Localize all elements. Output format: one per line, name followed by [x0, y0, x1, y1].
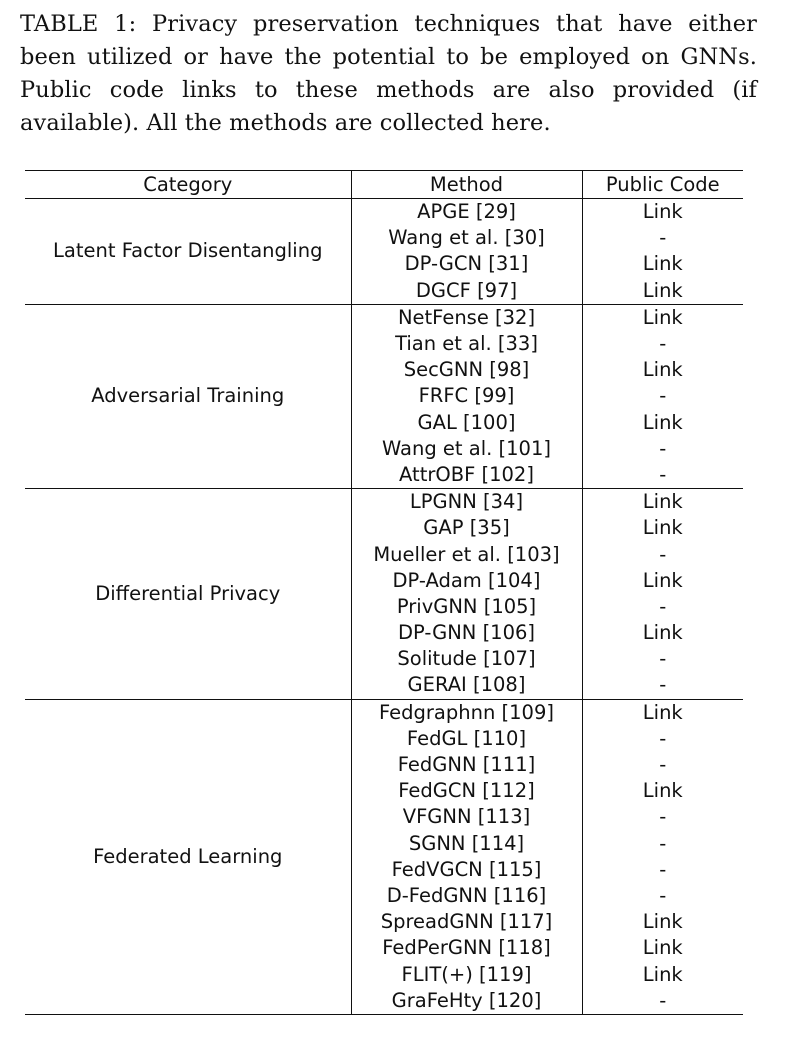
method-cell: D-FedGNN [116] — [351, 883, 582, 909]
table-row — [25, 199, 743, 226]
public-code-cell: - — [659, 753, 667, 777]
method-cell: SGNN [114] — [351, 831, 582, 857]
method-cell: DP-Adam [104] — [351, 568, 582, 594]
public-code-cell: Link — [642, 410, 683, 434]
method-cell: SecGNN [98] — [351, 357, 582, 383]
method-cell: GraFeHty [120] — [351, 988, 582, 1015]
table-body — [25, 199, 743, 1015]
category-cell: Differential Privacy — [25, 489, 351, 700]
method-cell: FedPerGNN [118] — [351, 935, 582, 961]
public-code-cell: - — [659, 384, 667, 408]
public-code-cell: - — [659, 673, 667, 697]
public-code-cell: - — [659, 831, 667, 855]
privacy-techniques-table — [25, 170, 743, 1015]
public-code-cell: Link — [642, 779, 683, 803]
method-cell: DP-GCN [31] — [351, 251, 582, 277]
method-cell: AttrOBF [102] — [351, 462, 582, 489]
method-cell: VFGNN [113] — [351, 804, 582, 830]
public-code-cell: Link — [642, 358, 683, 382]
category-cell: Federated Learning — [25, 699, 351, 1014]
public-code-cell: - — [659, 226, 667, 250]
public-code-cell: - — [659, 462, 667, 486]
method-cell: FRFC [99] — [351, 383, 582, 409]
method-cell: Tian et al. [33] — [351, 331, 582, 357]
table-row — [25, 489, 743, 516]
public-code-cell: Link — [642, 621, 683, 645]
method-cell: GERAI [108] — [351, 672, 582, 699]
public-code-cell: Link — [582, 699, 743, 726]
table-row — [25, 304, 743, 331]
public-code-cell: Link — [642, 568, 683, 592]
method-cell: SpreadGNN [117] — [351, 909, 582, 935]
public-code-cell: - — [659, 332, 667, 356]
method-cell: Solitude [107] — [351, 646, 582, 672]
category-cell: Latent Factor Disentangling — [25, 199, 351, 305]
method-cell: LPGNN [34] — [351, 489, 582, 516]
method-cell: GAP [35] — [351, 515, 582, 541]
public-code-cell: Link — [642, 962, 683, 986]
method-cell: FedGL [110] — [351, 726, 582, 752]
method-cell: FedVGCN [115] — [351, 857, 582, 883]
method-cell: Fedgraphnn [109] — [351, 699, 582, 726]
method-cell: FLIT(+) [119] — [351, 961, 582, 987]
method-cell: FedGCN [112] — [351, 778, 582, 804]
table-caption: TABLE 1: Privacy preservation techniques that have either been utilized or have the potential to be employed on GNNs. Public code links to these methods are also provided (if available). All the methods are collected here. — [20, 11, 757, 136]
method-cell: DP-GNN [106] — [351, 620, 582, 646]
public-code-cell: - — [659, 542, 667, 566]
method-cell: FedGNN [111] — [351, 752, 582, 778]
method-cell: Mueller et al. [103] — [351, 541, 582, 567]
public-code-cell: Link — [582, 199, 743, 226]
public-code-cell: Link — [642, 910, 683, 934]
public-code-cell: Link — [642, 936, 683, 960]
public-code-cell: - — [659, 883, 667, 907]
header-public-code: Public Code — [605, 173, 720, 196]
method-cell: DGCF [97] — [351, 278, 582, 305]
public-code-cell: - — [659, 594, 667, 618]
public-code-cell: Link — [642, 278, 683, 302]
public-code-cell: Link — [582, 489, 743, 516]
method-cell: GAL [100] — [351, 410, 582, 436]
method-cell: PrivGNN [105] — [351, 594, 582, 620]
method-cell: NetFense [32] — [351, 304, 582, 331]
public-code-cell: - — [659, 436, 667, 460]
table-row — [25, 699, 743, 726]
public-code-cell: - — [659, 805, 667, 829]
category-cell: Adversarial Training — [25, 304, 351, 488]
header-method: Method — [351, 171, 582, 199]
header-category: Category — [25, 171, 351, 199]
public-code-cell: - — [659, 647, 667, 671]
method-cell: APGE [29] — [351, 199, 582, 226]
table-header-row — [25, 171, 743, 199]
public-code-cell: - — [659, 988, 667, 1012]
public-code-cell: Link — [582, 304, 743, 331]
method-cell: Wang et al. [30] — [351, 225, 582, 251]
public-code-cell: - — [659, 726, 667, 750]
public-code-cell: - — [659, 857, 667, 881]
public-code-cell: Link — [642, 252, 683, 276]
public-code-cell: Link — [642, 516, 683, 540]
method-cell: Wang et al. [101] — [351, 436, 582, 462]
